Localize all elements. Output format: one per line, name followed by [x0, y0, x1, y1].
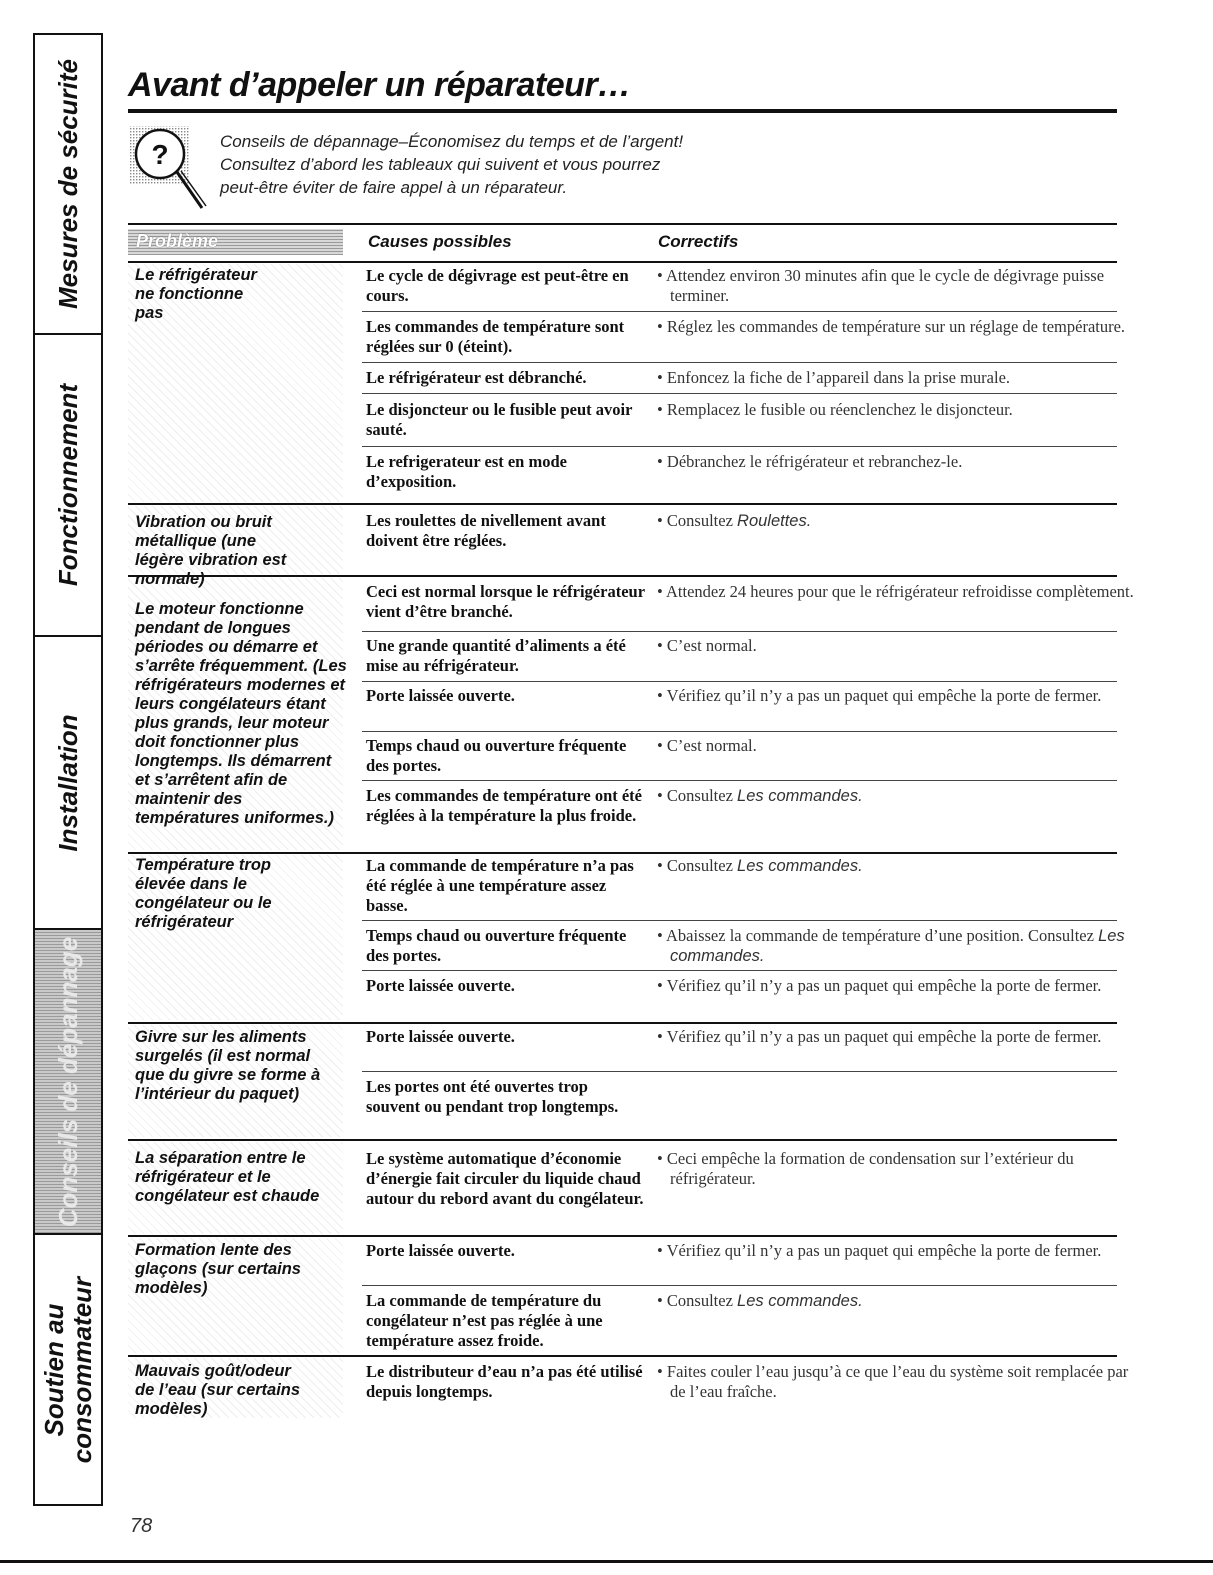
problem-label: Température trop élevée dans le congélateur ou le réfrigérateur: [135, 856, 272, 931]
fix-text: • Faites couler l’eau jusqu’à ce que l’eau du système soit remplacée par de l’eau fraîche.: [657, 1362, 1129, 1401]
cause-text: La commande de température n’a pas été réglée à une température assez basse.: [366, 856, 634, 915]
cross-reference: Les commandes.: [737, 1292, 863, 1310]
fix-label: Vérifiez qu’il n’y a pas un paquet qui empêche la porte de fermer.: [666, 976, 1102, 995]
tab-mesures-securite[interactable]: [35, 35, 101, 335]
table-top-rule: [128, 223, 1117, 225]
tab-installation[interactable]: [35, 637, 101, 930]
intro-line: Conseils de dépannage–Économisez du temps et de l’argent!: [220, 132, 684, 151]
page-title: Avant d’appeler un réparateur…: [128, 66, 631, 104]
cause-text: Les roulettes de nivellement avant doivent être réglées.: [366, 511, 606, 550]
fix-label: Consultez: [666, 1291, 733, 1310]
magnifier-question-icon: [130, 122, 212, 214]
row-divider: [362, 780, 1117, 781]
header-problem: [128, 229, 343, 255]
group-divider: [128, 852, 1117, 854]
problem-label: La séparation entre le réfrigérateur et le congélateur est chaude: [135, 1149, 320, 1205]
fix-text: • Attendez environ 30 minutes afin que le cycle de dégivrage puisse terminer.: [657, 266, 1105, 305]
row-divider: [362, 920, 1117, 921]
problem-label: Le réfrigérateur ne fonctionne pas: [135, 266, 257, 322]
fix-text: • Abaissez la commande de température d’une position. Consultez Les commandes.: [657, 926, 1125, 965]
fix-text: • Consultez Les commandes.: [657, 786, 863, 805]
group-divider: [128, 1022, 1117, 1024]
cause-text: Le réfrigérateur est débranché.: [366, 368, 587, 387]
cause-text: Porte laissée ouverte.: [366, 976, 515, 995]
fix-text: • Vérifiez qu’il n’y a pas un paquet qui empêche la porte de fermer.: [657, 686, 1102, 705]
cross-reference: Les commandes.: [737, 857, 863, 875]
tab-label: Conseils de dépannage: [53, 936, 83, 1227]
fix-text: • Remplacez le fusible ou réenclenchez le disjoncteur.: [657, 400, 1013, 419]
fix-text: • Débranchez le réfrigérateur et rebranchez-le.: [657, 452, 963, 471]
fix-text: • C’est normal.: [657, 636, 757, 655]
fix-text: • Vérifiez qu’il n’y a pas un paquet qui empêche la porte de fermer.: [657, 976, 1102, 995]
group-divider: [128, 1139, 1117, 1141]
fix-text: • Vérifiez qu’il n’y a pas un paquet qui empêche la porte de fermer.: [657, 1027, 1102, 1046]
fix-label: Débranchez le réfrigérateur et rebranchez-le.: [666, 452, 963, 471]
tab-conseils-depannage[interactable]: [35, 930, 101, 1235]
row-divider: [362, 731, 1117, 732]
tab-label: Soutien au consommateur: [39, 1276, 97, 1463]
group-divider: [128, 1355, 1117, 1357]
row-divider: [362, 1071, 1117, 1072]
page-bottom-rule: [0, 1560, 1213, 1563]
fix-label: Réglez les commandes de température sur un réglage de température.: [666, 317, 1126, 336]
cross-reference: Roulettes.: [737, 512, 812, 530]
fix-text: • Enfoncez la fiche de l’appareil dans la prise murale.: [657, 368, 1011, 387]
problem-label: Givre sur les aliments surgelés (il est normal que du givre se forme à l’intérieur du paquet): [135, 1028, 321, 1103]
row-divider: [362, 362, 1117, 363]
tab-label: Installation: [53, 713, 83, 852]
cause-text: Temps chaud ou ouverture fréquente des portes.: [366, 736, 627, 775]
row-divider: [362, 681, 1117, 682]
tab-fonctionnement[interactable]: [35, 335, 101, 637]
cause-text: Les commandes de température sont réglées sur 0 (éteint).: [366, 317, 625, 356]
page-number: 78: [130, 1515, 153, 1537]
tab-label: Fonctionnement: [53, 383, 83, 587]
fix-text: • Consultez Roulettes.: [657, 511, 812, 530]
fix-label: Remplacez le fusible ou réenclenchez le disjoncteur.: [666, 400, 1013, 419]
fix-text: • Ceci empêche la formation de condensation sur l’extérieur du réfrigérateur.: [657, 1149, 1074, 1188]
intro-line: Consultez d’abord les tableaux qui suivent et vous pourrez: [220, 155, 661, 174]
intro-line: peut-être éviter de faire appel à un réparateur.: [220, 178, 568, 197]
header-bottom-rule: [128, 261, 1117, 263]
fix-label: Consultez: [666, 511, 733, 530]
cause-text: Porte laissée ouverte.: [366, 686, 515, 705]
group-divider: [128, 503, 1117, 505]
row-divider: [362, 970, 1117, 971]
tab-soutien-consommateur[interactable]: [35, 1235, 101, 1504]
title-divider: [128, 109, 1117, 113]
fix-label: Vérifiez qu’il n’y a pas un paquet qui empêche la porte de fermer.: [666, 1027, 1102, 1046]
fix-label: Consultez: [666, 786, 733, 805]
row-divider: [362, 446, 1117, 447]
fix-label: Enfoncez la fiche de l’appareil dans la prise murale.: [666, 368, 1011, 387]
fix-label: C’est normal.: [666, 736, 757, 755]
problem-label: Mauvais goût/odeur de l’eau (sur certains modèles): [135, 1362, 301, 1418]
section-sidebar: [33, 33, 103, 1506]
row-divider: [362, 311, 1117, 312]
fix-text: • Réglez les commandes de température sur un réglage de température.: [657, 317, 1126, 336]
cause-text: Ceci est normal lorsque le réfrigérateur vient d’être branché.: [366, 582, 645, 621]
cross-reference: Les commandes.: [670, 927, 1125, 965]
tab-label: Mesures de sécurité: [53, 58, 83, 310]
header-causes: Causes possibles: [368, 232, 512, 251]
cause-text: Le distributeur d’eau n’a pas été utilisé depuis longtemps.: [366, 1362, 643, 1401]
cause-text: Porte laissée ouverte.: [366, 1027, 515, 1046]
fix-text: • Consultez Les commandes.: [657, 856, 863, 875]
fix-text: • C’est normal.: [657, 736, 757, 755]
intro-text: [220, 130, 683, 199]
row-divider: [362, 631, 1117, 632]
fix-label: Attendez 24 heures pour que le réfrigérateur refroidisse complètement.: [666, 582, 1134, 601]
fix-text: • Vérifiez qu’il n’y a pas un paquet qui empêche la porte de fermer.: [657, 1241, 1102, 1260]
cause-text: Les portes ont été ouvertes trop souvent ou pendant trop longtemps.: [366, 1077, 619, 1116]
svg-text:?: ?: [151, 139, 169, 170]
row-divider: [362, 393, 1117, 394]
header-problem-label: Problème: [136, 231, 219, 251]
cause-text: Le système automatique d’économie d’énergie fait circuler du liquide chaud autour du rebord avant du congélateur.: [366, 1149, 644, 1208]
fix-label: Vérifiez qu’il n’y a pas un paquet qui empêche la porte de fermer.: [666, 686, 1102, 705]
problem-label: Formation lente des glaçons (sur certains modèles): [135, 1241, 301, 1297]
problem-label: Le moteur fonctionne pendant de longues périodes ou démarre et s’arrête fréquemment. (Les réfrigérateurs modernes et leurs congélateurs étant plus grands, leur moteur doit fonctionner plus longtemps. Ils démarrent et s’arrêtent afin de maintenir des températures uniformes.): [135, 600, 347, 827]
cause-text: La commande de température du congélateur n’est pas réglée à une température assez froide.: [366, 1291, 603, 1350]
cross-reference: Les commandes.: [737, 787, 863, 805]
fix-label: Ceci empêche la formation de condensation sur l’extérieur du réfrigérateur.: [666, 1149, 1074, 1188]
fix-label: Vérifiez qu’il n’y a pas un paquet qui empêche la porte de fermer.: [666, 1241, 1102, 1260]
fix-label: Faites couler l’eau jusqu’à ce que l’eau du système soit remplacée par de l’eau fraîche.: [666, 1362, 1129, 1401]
fix-label: Abaissez la commande de température d’une position. Consultez: [666, 926, 1094, 945]
header-fixes: Correctifs: [658, 232, 739, 251]
row-divider: [362, 1285, 1117, 1286]
group-divider: [128, 1235, 1117, 1237]
cause-text: Le refrigerateur est en mode d’exposition.: [366, 452, 567, 491]
fix-text: • Attendez 24 heures pour que le réfrigérateur refroidisse complètement.: [657, 582, 1134, 601]
fix-label: C’est normal.: [666, 636, 757, 655]
fix-text: • Consultez Les commandes.: [657, 1291, 863, 1310]
cause-text: Temps chaud ou ouverture fréquente des portes.: [366, 926, 627, 965]
fix-label: Attendez environ 30 minutes afin que le cycle de dégivrage puisse terminer.: [666, 266, 1105, 305]
cause-text: Porte laissée ouverte.: [366, 1241, 515, 1260]
fix-label: Consultez: [666, 856, 733, 875]
problem-label: Vibration ou bruit métallique (une légère vibration est normale): [135, 513, 287, 588]
cause-text: Le cycle de dégivrage est peut-être en cours.: [366, 266, 629, 305]
cause-text: Les commandes de température ont été réglées à la température la plus froide.: [366, 786, 643, 825]
cause-text: Le disjoncteur ou le fusible peut avoir sauté.: [366, 400, 633, 439]
cause-text: Une grande quantité d’aliments a été mise au réfrigérateur.: [366, 636, 626, 675]
